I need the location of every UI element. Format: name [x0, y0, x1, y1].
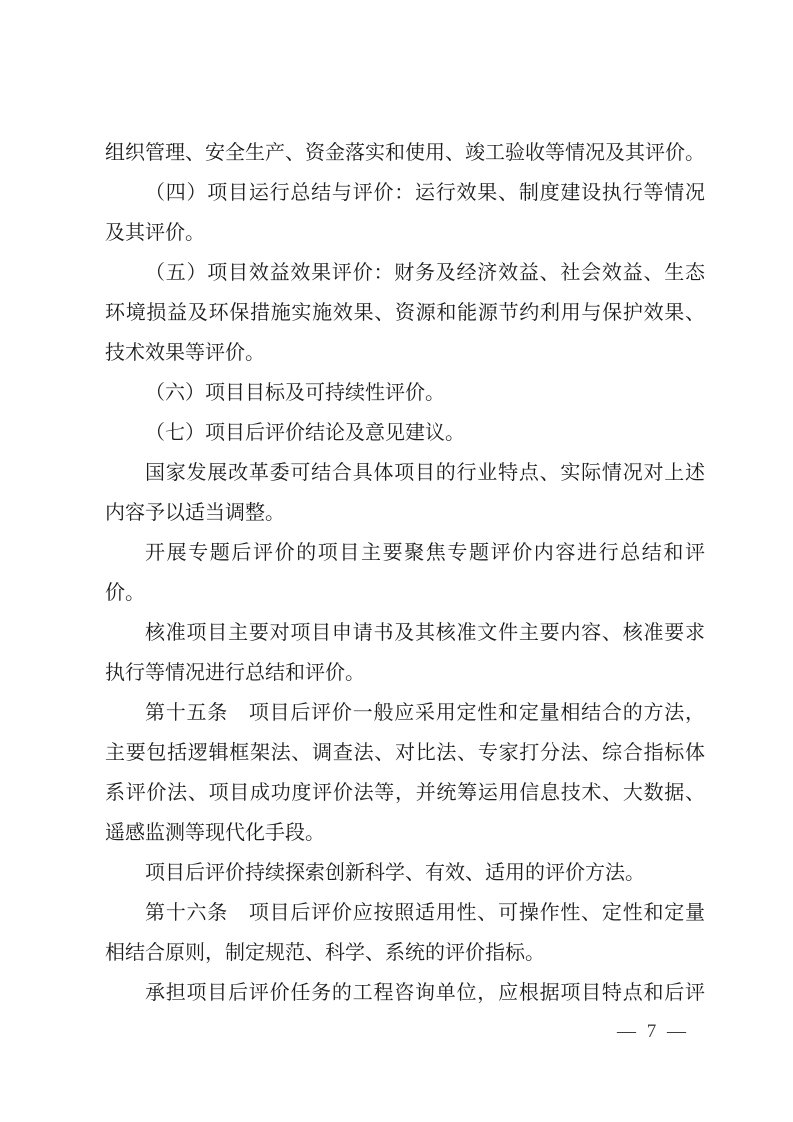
- page-number: — 7 —: [617, 1021, 689, 1042]
- text-line: 组织管理、安全生产、资金落实和使用、竣工验收等情况及其评价。: [105, 142, 705, 164]
- paragraph: [105, 173, 705, 253]
- paragraph: [105, 853, 705, 893]
- text-line: 核准项目主要对项目申请书及其核准文件主要内容、核准要求: [145, 622, 705, 644]
- text-line: 及其评价。: [105, 222, 205, 244]
- text-line: 第十六条 项目后评价应按照适用性、可操作性、定性和定量: [145, 902, 705, 924]
- text-line: 项目后评价持续探索创新科学、有效、适用的评价方法。: [145, 862, 645, 884]
- text-line: 主要包括逻辑框架法、调查法、对比法、专家打分法、综合指标体: [105, 742, 705, 764]
- text-line: 执行等情况进行总结和评价。: [105, 662, 365, 684]
- text-line: （七）项目后评价结论及意见建议。: [145, 422, 465, 444]
- body-text: [105, 133, 705, 1013]
- text-line: 承担项目后评价任务的工程咨询单位，应根据项目特点和后评: [145, 982, 705, 1004]
- text-line: 遥感监测等现代化手段。: [105, 822, 325, 844]
- paragraph: [105, 693, 705, 853]
- text-line: 国家发展改革委可结合具体项目的行业特点、实际情况对上述: [145, 462, 705, 484]
- text-line: （四）项目运行总结与评价：运行效果、制度建设执行等情况: [145, 182, 705, 204]
- paragraph: [105, 413, 705, 453]
- paragraph: [105, 973, 705, 1013]
- text-line: 内容予以适当调整。: [105, 502, 285, 524]
- text-line: （五）项目效益效果评价：财务及经济效益、社会效益、生态: [145, 262, 705, 284]
- text-line: 环境损益及环保措施实施效果、资源和能源节约利用与保护效果、: [105, 302, 705, 324]
- paragraph: [105, 533, 705, 613]
- text-line: 技术效果等评价。: [105, 342, 265, 364]
- text-line: 相结合原则，制定规范、科学、系统的评价指标。: [105, 942, 545, 964]
- paragraph: [105, 893, 705, 973]
- text-line: 价。: [105, 582, 145, 604]
- paragraph: [105, 133, 705, 173]
- paragraph: [105, 253, 705, 373]
- paragraph: [105, 613, 705, 693]
- text-line: 系评价法、项目成功度评价法等，并统筹运用信息技术、大数据、: [105, 782, 705, 804]
- text-line: 开展专题后评价的项目主要聚焦专题评价内容进行总结和评: [145, 542, 705, 564]
- text-line: 第十五条 项目后评价一般应采用定性和定量相结合的方法，: [145, 702, 705, 724]
- paragraph: [105, 453, 705, 533]
- text-line: （六）项目目标及可持续性评价。: [145, 382, 445, 404]
- paragraph: [105, 373, 705, 413]
